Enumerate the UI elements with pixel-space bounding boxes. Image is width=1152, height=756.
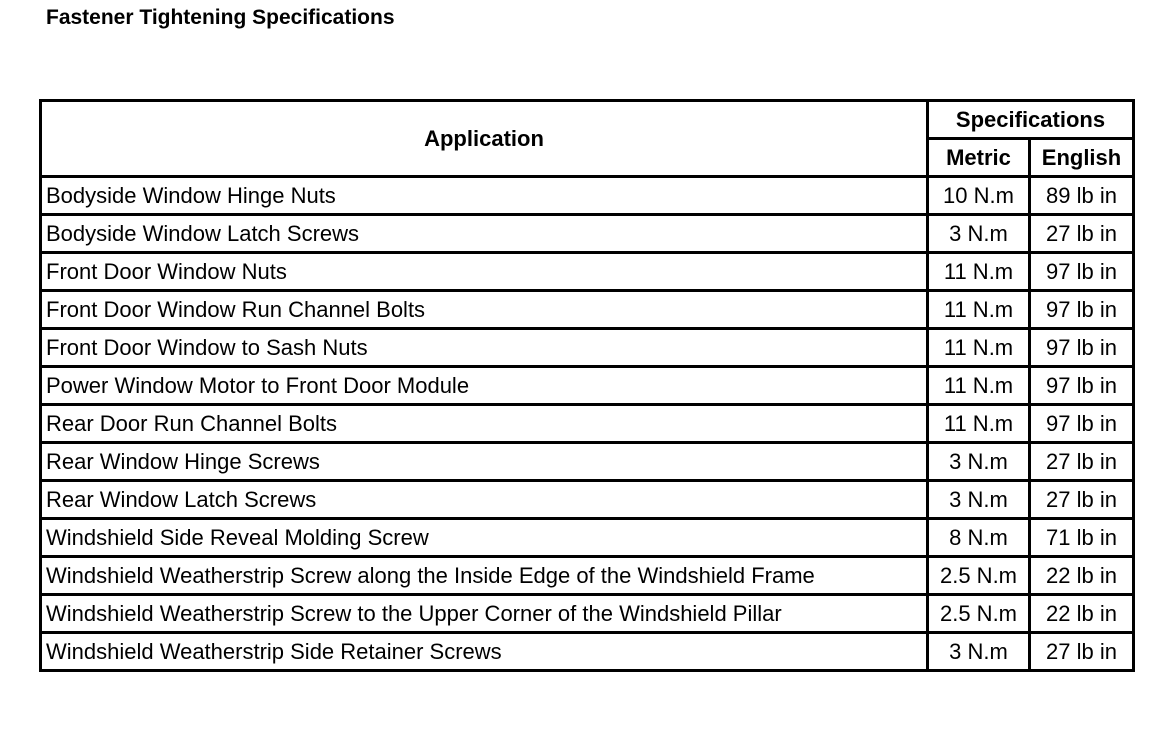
metric-value-cell: 11 N.m: [928, 405, 1030, 443]
page-title: Fastener Tightening Specifications: [46, 6, 395, 29]
english-value-cell: 22 lb in: [1030, 557, 1134, 595]
english-value-cell: 27 lb in: [1030, 215, 1134, 253]
english-value-cell: 97 lb in: [1030, 253, 1134, 291]
english-value-cell: 97 lb in: [1030, 329, 1134, 367]
application-cell: Rear Window Hinge Screws: [41, 443, 928, 481]
table-row: [41, 633, 1134, 671]
header-row-top: [41, 101, 1134, 139]
table-row: [41, 481, 1134, 519]
table-row: [41, 367, 1134, 405]
english-value-cell: 97 lb in: [1030, 367, 1134, 405]
table-body: [41, 177, 1134, 671]
metric-value-cell: 3 N.m: [928, 481, 1030, 519]
english-value-cell: 89 lb in: [1030, 177, 1134, 215]
table-header: [41, 101, 1134, 177]
table-row: [41, 177, 1134, 215]
metric-value-cell: 3 N.m: [928, 215, 1030, 253]
specifications-header: Specifications: [928, 101, 1134, 139]
application-cell: Front Door Window to Sash Nuts: [41, 329, 928, 367]
english-header: English: [1030, 139, 1134, 177]
application-cell: Rear Door Run Channel Bolts: [41, 405, 928, 443]
metric-value-cell: 10 N.m: [928, 177, 1030, 215]
metric-value-cell: 11 N.m: [928, 329, 1030, 367]
table-row: [41, 557, 1134, 595]
metric-value-cell: 3 N.m: [928, 443, 1030, 481]
metric-value-cell: 11 N.m: [928, 291, 1030, 329]
application-cell: Windshield Weatherstrip Screw to the Upper Corner of the Windshield Pillar: [41, 595, 928, 633]
table-row: [41, 595, 1134, 633]
english-value-cell: 97 lb in: [1030, 405, 1134, 443]
table-row: [41, 443, 1134, 481]
table-row: [41, 405, 1134, 443]
table-row: [41, 215, 1134, 253]
table-row: [41, 519, 1134, 557]
application-cell: Windshield Weatherstrip Screw along the Inside Edge of the Windshield Frame: [41, 557, 928, 595]
english-value-cell: 71 lb in: [1030, 519, 1134, 557]
english-value-cell: 27 lb in: [1030, 481, 1134, 519]
metric-value-cell: 11 N.m: [928, 253, 1030, 291]
application-cell: Front Door Window Nuts: [41, 253, 928, 291]
metric-value-cell: 11 N.m: [928, 367, 1030, 405]
metric-value-cell: 2.5 N.m: [928, 557, 1030, 595]
application-cell: Front Door Window Run Channel Bolts: [41, 291, 928, 329]
metric-value-cell: 8 N.m: [928, 519, 1030, 557]
application-cell: Rear Window Latch Screws: [41, 481, 928, 519]
table-row: [41, 329, 1134, 367]
table-row: [41, 291, 1134, 329]
application-cell: Power Window Motor to Front Door Module: [41, 367, 928, 405]
application-header: Application: [41, 101, 928, 177]
application-cell: Windshield Weatherstrip Side Retainer Screws: [41, 633, 928, 671]
metric-header: Metric: [928, 139, 1030, 177]
english-value-cell: 27 lb in: [1030, 443, 1134, 481]
application-cell: Windshield Side Reveal Molding Screw: [41, 519, 928, 557]
application-cell: Bodyside Window Latch Screws: [41, 215, 928, 253]
english-value-cell: 97 lb in: [1030, 291, 1134, 329]
specifications-table: [39, 99, 1135, 672]
english-value-cell: 27 lb in: [1030, 633, 1134, 671]
metric-value-cell: 3 N.m: [928, 633, 1030, 671]
application-cell: Bodyside Window Hinge Nuts: [41, 177, 928, 215]
english-value-cell: 22 lb in: [1030, 595, 1134, 633]
table-row: [41, 253, 1134, 291]
metric-value-cell: 2.5 N.m: [928, 595, 1030, 633]
